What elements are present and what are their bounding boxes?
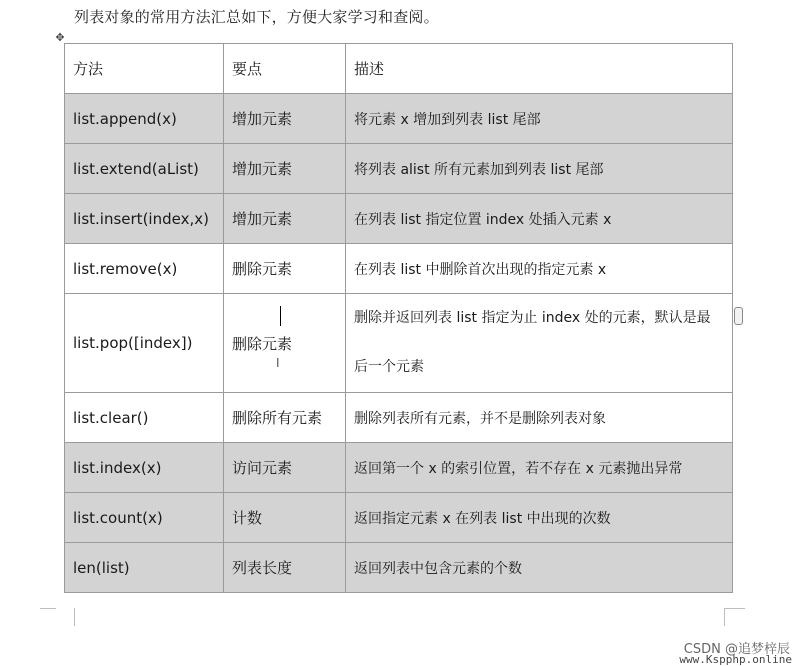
table-row xyxy=(65,543,733,593)
page-corner-mark xyxy=(40,608,56,609)
ibeam-cursor-icon: I xyxy=(276,356,280,370)
method-cell[interactable]: list.index(x) xyxy=(65,443,224,493)
point-cell[interactable]: 增加元素 xyxy=(224,144,346,194)
table-row xyxy=(65,244,733,294)
table-row xyxy=(65,393,733,443)
point-cell[interactable]: 删除所有元素 xyxy=(224,393,346,443)
desc-cell[interactable]: 删除并返回列表 list 指定为止 index 处的元素，默认是最后一个元素 xyxy=(346,294,733,393)
methods-table xyxy=(64,43,733,593)
text-caret xyxy=(280,306,281,326)
desc-cell[interactable]: 在列表 list 中删除首次出现的指定元素 x xyxy=(346,244,733,294)
point-cell[interactable]: 列表长度 xyxy=(224,543,346,593)
intro-text: 列表对象的常用方法汇总如下，方便大家学习和查阅。 xyxy=(74,8,439,26)
desc-cell[interactable]: 返回列表中包含元素的个数 xyxy=(346,543,733,593)
page-corner-mark xyxy=(725,608,745,609)
desc-cell[interactable]: 将列表 alist 所有元素加到列表 list 尾部 xyxy=(346,144,733,194)
method-cell[interactable]: list.extend(aList) xyxy=(65,144,224,194)
watermark-text: CSDN @追梦梓辰 xyxy=(683,642,790,657)
table-row xyxy=(65,493,733,543)
page-corner-mark xyxy=(56,608,75,626)
method-cell[interactable]: list.remove(x) xyxy=(65,244,224,294)
table-row xyxy=(65,94,733,144)
method-cell[interactable]: list.clear() xyxy=(65,393,224,443)
header-point: 要点 xyxy=(224,44,346,94)
table-row xyxy=(65,443,733,493)
method-cell[interactable]: list.count(x) xyxy=(65,493,224,543)
desc-cell[interactable]: 删除列表所有元素，并不是删除列表对象 xyxy=(346,393,733,443)
method-cell[interactable]: len(list) xyxy=(65,543,224,593)
desc-cell[interactable]: 将元素 x 增加到列表 list 尾部 xyxy=(346,94,733,144)
method-cell[interactable]: list.append(x) xyxy=(65,94,224,144)
point-cell[interactable]: 删除元素 xyxy=(224,244,346,294)
table-move-handle-icon[interactable]: ✥ xyxy=(55,31,65,44)
point-cell[interactable]: 计数 xyxy=(224,493,346,543)
table-row xyxy=(65,294,733,393)
point-cell[interactable]: 增加元素 xyxy=(224,194,346,244)
header-desc: 描述 xyxy=(346,44,733,94)
desc-cell[interactable]: 在列表 list 指定位置 index 处插入元素 x xyxy=(346,194,733,244)
point-cell[interactable]: 增加元素 xyxy=(224,94,346,144)
point-cell[interactable]: 删除元素 xyxy=(224,294,346,393)
point-cell[interactable]: 访问元素 xyxy=(224,443,346,493)
table-row xyxy=(65,144,733,194)
header-method: 方法 xyxy=(65,44,224,94)
page-corner-mark xyxy=(724,608,743,626)
desc-cell[interactable]: 返回第一个 x 的索引位置，若不存在 x 元素抛出异常 xyxy=(346,443,733,493)
desc-cell[interactable]: 返回指定元素 x 在列表 list 中出现的次数 xyxy=(346,493,733,543)
table-row xyxy=(65,194,733,244)
table-header-row xyxy=(65,44,733,94)
method-cell[interactable]: list.insert(index,x) xyxy=(65,194,224,244)
row-resize-handle-icon[interactable] xyxy=(734,307,743,325)
site-text: www.Kspphp.online xyxy=(679,653,792,666)
method-cell[interactable]: list.pop([index]) xyxy=(65,294,224,393)
